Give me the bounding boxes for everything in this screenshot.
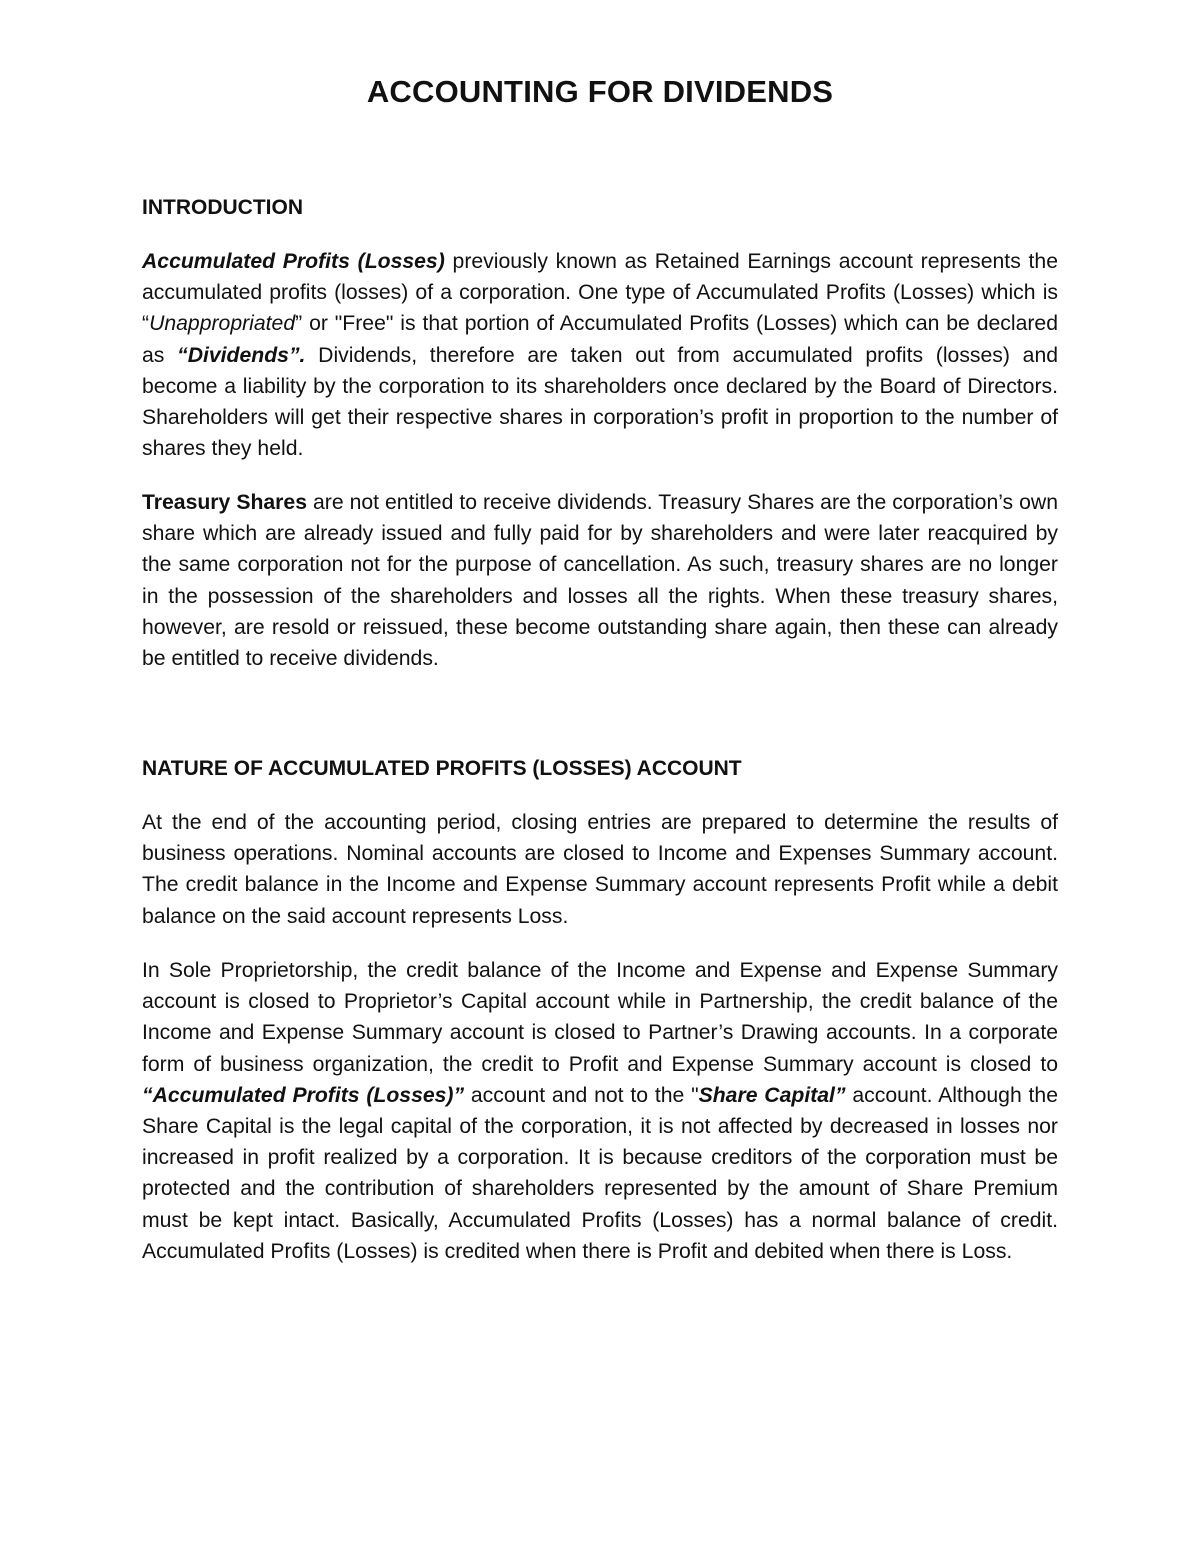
term-treasury-shares: Treasury Shares (142, 491, 307, 514)
term-accumulated-profits: Accumulated Profits (Losses) (142, 250, 445, 273)
section-heading-introduction: INTRODUCTION (142, 196, 303, 219)
paragraph-closing-entries: At the end of the accounting period, closing entries are prepared to determine the results of business operations. Nominal accounts are closed to Income and Expenses Summary account. The credit balance in the Income and Expense Summary account represents Profit while a debit balance on the said account represents Loss. (142, 811, 1058, 928)
paragraph-text: ” or "Free" is that portion of Accumulated Profits (Losses) which can be declared as (142, 312, 1058, 367)
section-heading-nature: NATURE OF ACCUMULATED PROFITS (LOSSES) ACCOUNT (142, 757, 742, 780)
paragraph-text: previously known as Retained Earnings account represents the accumulated profits (losses) of a corporation. One type of Accumulated Profits (Losses) which is “ (142, 250, 1058, 336)
paragraph-sole-proprietorship (142, 955, 1058, 1267)
paragraph-text: Dividends, therefore are taken out from accumulated profits (losses) and become a liability by the corporation to its shareholders once declared by the Board of Directors. Shareholders will get their respective shares in corporation’s profit in proportion to the number of shares they held. (142, 343, 1059, 461)
paragraph-text: account and not to the " (464, 1083, 699, 1107)
term-share-capital: Share Capital” (698, 1083, 846, 1107)
document-title: ACCOUNTING FOR DIVIDENDS (366, 74, 834, 109)
paragraph-treasury-shares (142, 487, 1058, 674)
paragraph-accumulated-profits (142, 246, 1058, 464)
term-unappropriated: Unappropriated (149, 312, 296, 336)
paragraph-text: are not entitled to receive dividends. Treasury Shares are the corporation’s own share which are already issued and fully paid for by shareholders and were later reacquired by the same corporation not for the purpose of cancellation. As such, treasury shares are no longer in the possession of the shareholders and losses all the rights. When these treasury shares, however, are resold or reissued, these become outstanding share again, then these can already be entitled to receive dividends. (142, 491, 1058, 671)
paragraph-text: account. Although the Share Capital is the legal capital of the corporation, it is not affected by decreased in losses nor increased in profit realized by a corporation. It is because creditors of the corporation must be protected and the contribution of shareholders represented by the amount of Share Premium must be kept intact. Basically, Accumulated Profits (Losses) has a normal balance of credit. Accumulated Profits (Losses) is credited when there is Profit and debited when there is Loss. (142, 1083, 1058, 1263)
term-dividends: “Dividends”. (177, 343, 306, 367)
paragraph-text: In Sole Proprietorship, the credit balance of the Income and Expense and Expense Summary account is closed to Proprietor’s Capital account while in Partnership, the credit balance of the Income and Expense Summary account is closed to Partner’s Drawing accounts. In a corporate form of business organization, the credit to Profit and Expense Summary account is closed to (142, 959, 1058, 1076)
term-accumulated-profits-account: “Accumulated Profits (Losses)” (142, 1083, 465, 1107)
